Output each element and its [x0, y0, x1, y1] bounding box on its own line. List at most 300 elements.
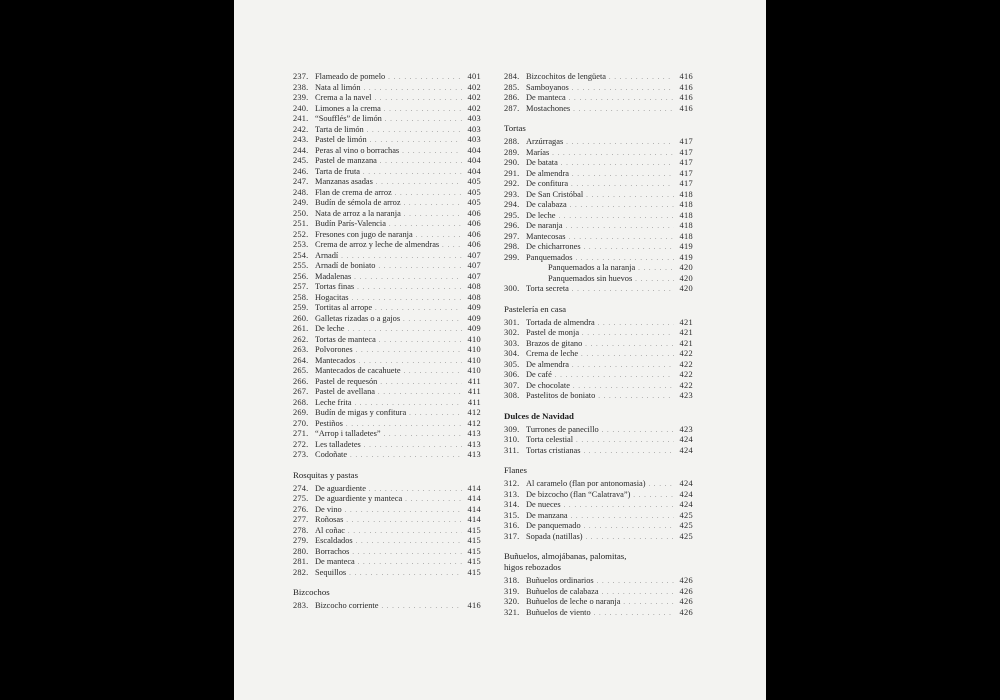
- recipe-title: De naranja: [526, 221, 563, 230]
- recipe-number: 282.: [293, 567, 309, 577]
- page-number: 415: [467, 546, 481, 556]
- dot-leader: [566, 222, 674, 233]
- index-entry: [504, 490, 693, 501]
- page-number: 416: [679, 103, 693, 113]
- dot-leader: [442, 241, 462, 252]
- dot-leader: [576, 436, 674, 447]
- dot-leader: [633, 491, 674, 502]
- page-number: 425: [679, 521, 693, 530]
- index-entry: [504, 500, 693, 511]
- index-entry: [293, 272, 481, 283]
- recipe-number: 287.: [504, 103, 520, 113]
- index-entry: [293, 450, 481, 461]
- dot-leader: [609, 73, 674, 84]
- recipe-number: 276.: [293, 504, 309, 514]
- dot-leader: [649, 480, 674, 491]
- page-number: 406: [467, 208, 481, 218]
- dot-leader: [402, 147, 462, 158]
- page-number: 414: [467, 515, 481, 524]
- recipe-title: De leche: [526, 210, 556, 220]
- recipe-title: Turrones de panecillo: [526, 424, 599, 434]
- page-number: 405: [467, 198, 481, 207]
- recipe-number: 285.: [504, 82, 520, 92]
- recipe-title: Torta secreta: [526, 284, 569, 293]
- recipe-number: 254.: [293, 250, 309, 260]
- recipe-title: Sopada (natillas): [526, 531, 583, 541]
- page-number: 409: [467, 303, 481, 312]
- page-number: 415: [467, 536, 481, 545]
- recipe-number: 279.: [293, 536, 309, 545]
- recipe-number: 270.: [293, 418, 309, 428]
- recipe-title: Peras al vino o borrachas: [315, 145, 400, 155]
- dot-leader: [584, 243, 674, 254]
- page-number: 424: [679, 479, 693, 488]
- page-number: 421: [679, 338, 693, 348]
- index-subentry: [504, 263, 693, 274]
- page-number: 425: [679, 510, 693, 520]
- recipe-title: Buñuelos de calabaza: [526, 586, 599, 596]
- index-entry: [293, 146, 481, 157]
- dot-leader: [379, 336, 462, 347]
- recipe-title: De almendra: [526, 359, 570, 369]
- page-number: 408: [467, 282, 481, 291]
- recipe-title: Tarta de fruta: [315, 166, 360, 176]
- recipe-number: 316.: [504, 521, 520, 530]
- recipe-title: Tortas finas: [315, 282, 355, 291]
- page-number: 426: [679, 597, 693, 606]
- page-number: 423: [679, 391, 693, 400]
- recipe-title: Panquemados sin huevos: [548, 273, 633, 283]
- dot-leader: [378, 388, 462, 399]
- dot-leader: [635, 275, 674, 286]
- index-entry: [293, 135, 481, 146]
- page-number: 403: [467, 114, 481, 123]
- page-number: 418: [679, 210, 693, 220]
- recipe-number: 249.: [293, 198, 309, 207]
- dot-leader: [582, 329, 674, 340]
- dot-leader: [356, 346, 462, 357]
- page-number: 404: [467, 145, 481, 155]
- recipe-title: Samboyanos: [526, 82, 569, 92]
- recipe-title: Tortas cristianas: [526, 445, 581, 455]
- recipe-title: Buñuelos ordinarios: [526, 576, 594, 585]
- page-number: 417: [679, 168, 693, 178]
- dot-leader: [586, 533, 674, 544]
- recipe-number: 311.: [504, 445, 520, 455]
- recipe-number: 273.: [293, 450, 309, 459]
- recipe-title: Crema de arroz y leche de almendras: [315, 240, 440, 249]
- page-number: 421: [679, 328, 693, 337]
- recipe-title: Panquemados: [526, 252, 573, 262]
- dot-leader: [584, 447, 674, 458]
- section-heading: Pastelería en casa: [504, 303, 567, 314]
- recipe-number: 260.: [293, 313, 309, 323]
- recipe-number: 274.: [293, 483, 309, 493]
- recipe-number: 289.: [504, 147, 520, 157]
- recipe-number: 272.: [293, 439, 309, 449]
- page-number: 416: [679, 93, 693, 102]
- recipe-title: De manzana: [526, 510, 568, 520]
- page-number: 404: [467, 166, 481, 176]
- dot-leader: [586, 191, 674, 202]
- page-number: 408: [467, 292, 481, 302]
- page-number: 415: [467, 567, 481, 577]
- index-subentry: [504, 274, 693, 285]
- recipe-title: De vino: [315, 504, 342, 514]
- page-number: 416: [679, 82, 693, 92]
- recipe-number: 277.: [293, 515, 309, 524]
- recipe-title: Les talladetes: [315, 439, 361, 449]
- recipe-title: Pastel de monja: [526, 328, 580, 337]
- index-entry: [293, 230, 481, 241]
- recipe-number: 321.: [504, 607, 520, 617]
- recipe-number: 288.: [504, 137, 520, 146]
- recipe-number: 246.: [293, 166, 309, 176]
- recipe-title: Fresones con jugo de naranja: [315, 229, 413, 239]
- index-entry: [504, 391, 693, 402]
- index-entry: [293, 209, 481, 220]
- recipe-number: 239.: [293, 93, 309, 102]
- dot-leader: [602, 426, 674, 437]
- recipe-title: Flameado de pomelo: [315, 72, 386, 81]
- recipe-title: De aguardiente y manteca: [315, 494, 403, 503]
- dot-leader: [564, 501, 674, 512]
- index-entry: [293, 198, 481, 209]
- recipe-title: De calabaza: [526, 200, 567, 209]
- recipe-number: 303.: [504, 338, 520, 348]
- index-entry: [293, 314, 481, 325]
- index-entry: [504, 587, 693, 598]
- page-number: 402: [467, 93, 481, 102]
- recipe-number: 306.: [504, 370, 520, 379]
- index-entry: [504, 597, 693, 608]
- index-entry: [293, 387, 481, 398]
- dot-leader: [555, 371, 674, 382]
- dot-leader: [404, 367, 462, 378]
- dot-leader: [388, 73, 462, 84]
- section-heading: Bizcochos: [293, 587, 330, 597]
- index-entry: [293, 251, 481, 262]
- dot-leader: [356, 537, 462, 548]
- dot-leader: [403, 315, 462, 326]
- recipe-number: 309.: [504, 424, 520, 434]
- dot-leader: [572, 170, 674, 181]
- page-number: 424: [679, 489, 693, 499]
- page-number: 415: [467, 525, 481, 535]
- page-number: 411: [467, 397, 481, 407]
- recipe-number: 266.: [293, 376, 309, 386]
- recipe-number: 281.: [293, 557, 309, 566]
- index-entry: [293, 440, 481, 451]
- recipe-number: 262.: [293, 334, 309, 344]
- recipe-number: 297.: [504, 231, 520, 241]
- index-entry: [293, 484, 481, 495]
- page-number: 425: [679, 531, 693, 541]
- index-entry: [293, 547, 481, 558]
- index-entry: [293, 93, 481, 104]
- page-number: 418: [679, 189, 693, 199]
- recipe-number: 261.: [293, 324, 309, 333]
- dot-leader: [364, 84, 462, 95]
- recipe-title: Marías: [526, 147, 550, 157]
- recipe-title: De almendra: [526, 168, 570, 178]
- recipe-number: 299.: [504, 252, 520, 262]
- dot-leader: [363, 168, 462, 179]
- page-number: 418: [679, 231, 693, 241]
- recipe-number: 267.: [293, 387, 309, 396]
- index-entry: [504, 328, 693, 339]
- recipe-number: 278.: [293, 525, 309, 535]
- page-number: 422: [679, 349, 693, 358]
- index-entry: [504, 221, 693, 232]
- dot-leader: [597, 577, 674, 588]
- recipe-title: Sequillos: [315, 567, 347, 577]
- dot-leader: [638, 264, 674, 275]
- index-entry: [504, 532, 693, 543]
- dot-leader: [584, 522, 674, 533]
- section-heading: Dulces de Navidad: [504, 410, 574, 421]
- recipe-number: 253.: [293, 240, 309, 249]
- page-number: 421: [679, 317, 693, 327]
- recipe-number: 268.: [293, 397, 309, 407]
- index-entry: [504, 339, 693, 350]
- recipe-number: 271.: [293, 429, 309, 438]
- section-heading: Tortas: [504, 123, 526, 133]
- page-number: 418: [679, 221, 693, 230]
- dot-leader: [378, 262, 462, 273]
- index-entry: [504, 179, 693, 190]
- recipe-number: 291.: [504, 168, 520, 178]
- recipe-number: 308.: [504, 391, 520, 400]
- index-entry: [293, 408, 481, 419]
- recipe-title: Crema a la navel: [315, 93, 372, 102]
- recipe-number: 252.: [293, 229, 309, 239]
- recipe-title: Tortas de manteca: [315, 334, 376, 344]
- recipe-number: 248.: [293, 187, 309, 197]
- page-number: 407: [467, 271, 481, 281]
- page-number: 407: [467, 250, 481, 260]
- page-number: 404: [467, 156, 481, 165]
- recipe-number: 250.: [293, 208, 309, 218]
- recipe-title: De confitura: [526, 179, 569, 188]
- page-number: 413: [467, 429, 481, 438]
- recipe-title: Crema de leche: [526, 349, 579, 358]
- recipe-title: Bizcocho corriente: [315, 601, 379, 610]
- page-number: 412: [467, 418, 481, 428]
- recipe-number: 296.: [504, 221, 520, 230]
- page-number: 410: [467, 355, 481, 365]
- recipe-title: “Arrop i talladetes”: [315, 429, 381, 438]
- dot-leader: [572, 285, 674, 296]
- index-entry: [504, 576, 693, 587]
- recipe-title: Pastel de limón: [315, 135, 367, 144]
- recipe-number: 280.: [293, 546, 309, 556]
- recipe-number: 314.: [504, 500, 520, 509]
- recipe-number: 275.: [293, 494, 309, 503]
- recipe-title: Torta celestial: [526, 435, 574, 444]
- recipe-title: De panquemado: [526, 521, 581, 530]
- recipe-title: Pastel de manzana: [315, 156, 377, 165]
- dot-leader: [380, 157, 462, 168]
- recipe-title: Pastel de avellana: [315, 387, 375, 396]
- index-entry: [293, 324, 481, 335]
- recipe-title: Budín París-Valencia: [315, 219, 386, 228]
- dot-leader: [572, 84, 674, 95]
- page-number: 406: [467, 229, 481, 239]
- index-entry: [504, 370, 693, 381]
- page-number: 413: [467, 450, 481, 459]
- recipe-number: 318.: [504, 576, 520, 585]
- page-number: 424: [679, 500, 693, 509]
- recipe-number: 301.: [504, 317, 520, 327]
- recipe-title: Arnadí de boniato: [315, 261, 376, 270]
- recipe-title: De manteca: [526, 93, 566, 102]
- recipe-number: 315.: [504, 510, 520, 520]
- recipe-number: 302.: [504, 328, 520, 337]
- page-number: 426: [679, 607, 693, 617]
- dot-leader: [409, 409, 462, 420]
- index-entry: [504, 104, 693, 115]
- index-entry: [293, 261, 481, 272]
- dot-leader: [569, 233, 674, 244]
- index-entry: [293, 335, 481, 346]
- page-number: 419: [679, 242, 693, 251]
- index-entry: [504, 93, 693, 104]
- dot-leader: [566, 138, 674, 149]
- recipe-title: Budín de migas y confitura: [315, 408, 407, 417]
- page-number: 422: [679, 359, 693, 369]
- recipe-number: 304.: [504, 349, 520, 358]
- recipe-number: 255.: [293, 261, 309, 270]
- recipe-number: 292.: [504, 179, 520, 188]
- page-number: 407: [467, 261, 481, 270]
- recipe-number: 251.: [293, 219, 309, 228]
- dot-leader: [348, 527, 462, 538]
- page-number: 402: [467, 103, 481, 113]
- recipe-title: “Soufflés” de limón: [315, 114, 382, 123]
- section-heading: Buñuelos, almojábanas, palomitas, higos rebozados: [504, 551, 627, 572]
- dot-leader: [345, 506, 462, 517]
- index-entry: [504, 211, 693, 222]
- page-number: 417: [679, 147, 693, 157]
- dot-leader: [384, 430, 462, 441]
- recipe-title: Codoñate: [315, 450, 348, 459]
- dot-leader: [404, 199, 462, 210]
- dot-leader: [581, 350, 674, 361]
- recipe-title: De manteca: [315, 557, 355, 566]
- dot-leader: [358, 558, 462, 569]
- index-entry: [293, 303, 481, 314]
- index-column-right: [504, 72, 693, 618]
- page-number: 417: [679, 137, 693, 146]
- recipe-number: 247.: [293, 177, 309, 186]
- recipe-title: De San Cristóbal: [526, 189, 584, 199]
- dot-leader: [552, 149, 674, 160]
- recipe-number: 259.: [293, 303, 309, 312]
- page-number: 406: [467, 219, 481, 228]
- page-number: 416: [679, 72, 693, 81]
- index-entry: [504, 253, 693, 264]
- recipe-title: Al coñac: [315, 525, 345, 535]
- recipe-number: 313.: [504, 489, 520, 499]
- index-entry: [504, 242, 693, 253]
- recipe-number: 294.: [504, 200, 520, 209]
- page-number: 410: [467, 366, 481, 375]
- recipe-title: Hogacitas: [315, 292, 349, 302]
- index-entry: [504, 521, 693, 532]
- dot-leader: [380, 378, 462, 389]
- recipe-title: Mantecados: [315, 355, 356, 365]
- page-number: 417: [679, 158, 693, 167]
- recipe-title: Manzanas asadas: [315, 177, 373, 186]
- dot-leader: [570, 201, 674, 212]
- dot-leader: [559, 212, 674, 223]
- section-heading: Flanes: [504, 465, 527, 475]
- recipe-title: De leche: [315, 324, 345, 333]
- index-entry: [293, 114, 481, 125]
- recipe-title: Galletas rizadas o a gajos: [315, 313, 401, 323]
- recipe-title: Polvorones: [315, 345, 353, 354]
- recipe-number: 317.: [504, 531, 520, 541]
- recipe-title: Arzúrragas: [526, 137, 564, 146]
- recipe-number: 298.: [504, 242, 520, 251]
- dot-leader: [395, 189, 462, 200]
- page-number: 402: [467, 82, 481, 92]
- recipe-title: De bizcocho (flan “Calatrava”): [526, 489, 631, 499]
- dot-leader: [357, 283, 462, 294]
- recipe-title: Flan de crema de arroz: [315, 187, 392, 197]
- recipe-title: Bizcochitos de lengüeta: [526, 72, 607, 81]
- index-entry: [293, 104, 481, 115]
- index-entry: [504, 137, 693, 148]
- index-entry: [293, 429, 481, 440]
- recipe-number: 242.: [293, 124, 309, 134]
- page-number: 420: [679, 263, 693, 272]
- index-column-left: [293, 72, 481, 612]
- index-entry: [504, 435, 693, 446]
- recipe-title: Tarta de limón: [315, 124, 364, 134]
- recipe-title: Limones a la crema: [315, 103, 381, 113]
- dot-leader: [364, 441, 462, 452]
- recipe-title: Borrachos: [315, 546, 350, 556]
- index-entry: [293, 601, 481, 612]
- dot-leader: [405, 495, 462, 506]
- recipe-number: 244.: [293, 145, 309, 155]
- recipe-number: 257.: [293, 282, 309, 291]
- index-entry: [504, 479, 693, 490]
- dot-leader: [598, 392, 674, 403]
- recipe-title: Pastel de requesón: [315, 376, 378, 386]
- recipe-title: Al caramelo (flan por antonomasia): [526, 479, 646, 488]
- index-entry: [504, 360, 693, 371]
- page-number: 422: [679, 370, 693, 379]
- index-entry: [504, 232, 693, 243]
- recipe-number: 305.: [504, 359, 520, 369]
- dot-leader: [623, 598, 674, 609]
- index-entry: [293, 219, 481, 230]
- index-entry: [293, 345, 481, 356]
- recipe-number: 295.: [504, 210, 520, 220]
- recipe-title: Arnadí: [315, 250, 339, 260]
- recipe-number: 300.: [504, 284, 520, 293]
- recipe-number: 243.: [293, 135, 309, 144]
- recipe-number: 307.: [504, 380, 520, 390]
- recipe-number: 293.: [504, 189, 520, 199]
- page-number: 424: [679, 445, 693, 455]
- recipe-title: Buñuelos de viento: [526, 607, 591, 617]
- dot-leader: [571, 180, 674, 191]
- dot-leader: [367, 126, 462, 137]
